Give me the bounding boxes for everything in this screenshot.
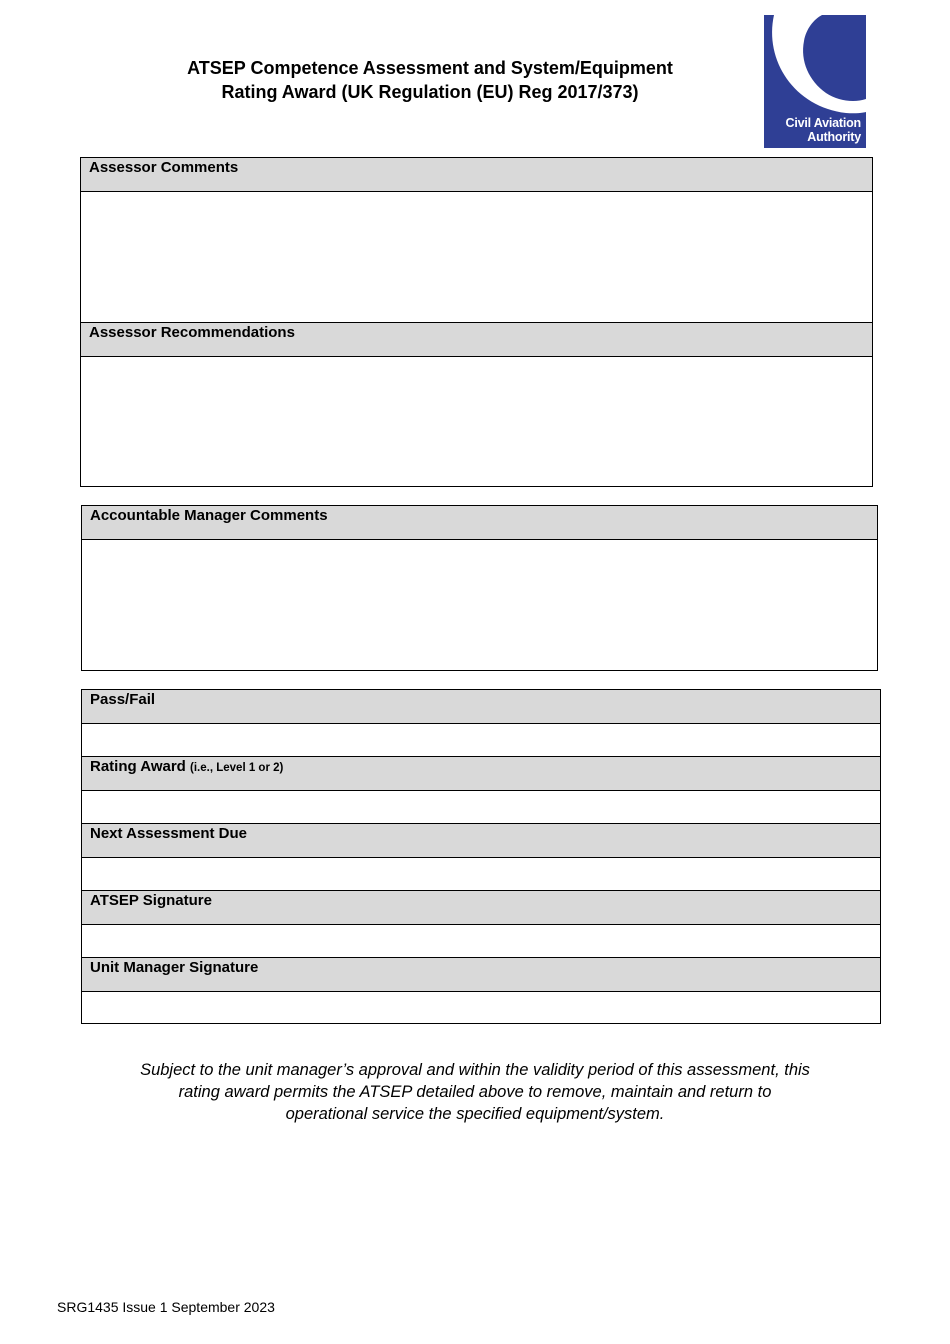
document-title-line-1: ATSEP Competence Assessment and System/Equipment	[187, 58, 673, 78]
unit-manager-signature-label: Unit Manager Signature	[90, 959, 259, 976]
caa-logo-line-2: Authority	[807, 130, 861, 144]
assessor-section	[80, 157, 873, 487]
statement-line-1: Subject to the unit manager’s approval and within the validity period of this assessment, this	[140, 1061, 810, 1079]
authorisation-statement	[100, 1059, 850, 1125]
details-section	[81, 689, 881, 1024]
manager-comments-header	[82, 506, 877, 540]
pass-fail-header	[82, 690, 880, 724]
statement-line-2: rating award permits the ATSEP detailed above to remove, maintain and return to	[178, 1083, 772, 1101]
unit-manager-signature-header	[82, 958, 880, 992]
next-assessment-header	[82, 824, 880, 858]
atsep-signature-header	[82, 891, 880, 925]
rating-award-label: Rating Award	[90, 758, 186, 775]
document-reference: SRG1435 Issue 1 September 2023	[57, 1299, 275, 1315]
assessor-recommendations-header	[81, 323, 872, 357]
pass-fail-field[interactable]	[82, 724, 880, 757]
caa-logo-line-1: Civil Aviation	[785, 116, 861, 130]
assessor-recommendations-label: Assessor Recommendations	[89, 324, 295, 341]
assessor-recommendations-field[interactable]	[81, 357, 872, 486]
unit-manager-signature-field[interactable]	[82, 992, 880, 1023]
manager-comments-label: Accountable Manager Comments	[90, 507, 328, 524]
caa-logo-text	[786, 116, 861, 144]
pass-fail-label: Pass/Fail	[90, 691, 156, 708]
assessor-comments-label: Assessor Comments	[89, 159, 239, 176]
next-assessment-label: Next Assessment Due	[90, 825, 248, 842]
caa-logo	[764, 15, 866, 148]
next-assessment-field[interactable]	[82, 858, 880, 891]
manager-comments-field[interactable]	[82, 540, 877, 670]
document-title	[100, 56, 760, 104]
manager-section	[81, 505, 878, 671]
rating-award-header	[82, 757, 880, 791]
atsep-signature-field[interactable]	[82, 925, 880, 958]
atsep-signature-label: ATSEP Signature	[90, 892, 212, 909]
statement-line-3: operational service the specified equipment/system.	[285, 1105, 665, 1123]
assessor-comments-field[interactable]	[81, 192, 872, 323]
document-title-line-2: Rating Award (UK Regulation (EU) Reg 2017/373)	[221, 82, 639, 102]
assessor-comments-header	[81, 158, 872, 192]
rating-award-hint: (i.e., Level 1 or 2)	[190, 762, 284, 774]
rating-award-field[interactable]	[82, 791, 880, 824]
